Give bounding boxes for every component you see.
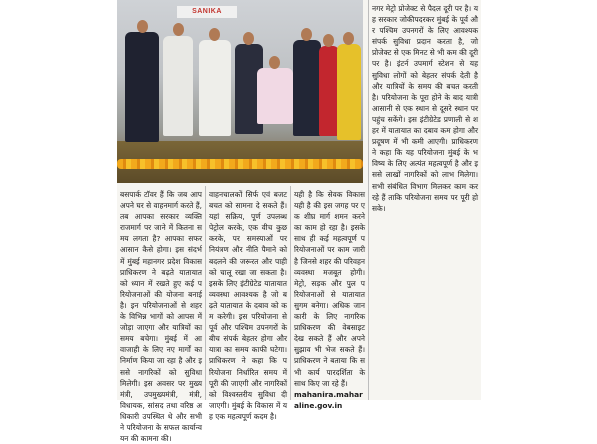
person-head: [173, 23, 184, 36]
article-column-1: [120, 189, 202, 444]
person-head: [301, 28, 312, 41]
person-figure: [125, 32, 159, 142]
website-link[interactable]: mahanira.maharaline.gov.in: [294, 389, 363, 410]
column-3-text: यही है कि सेवक विकास यही है की इस जगह पर एक शीघ्र मार्ग शमन करने का काम हो रहा है। इसके साथ ही कई महत्वपूर्ण परियोजनाओं पर काम जारी है जिनसे शहर की परिवहन व्यवस्था मजबूत होगी। मेट्रो, सड़क और पुल परियोजनाओं से यातायात सुगम बनेगा। अधिक जानकारी के लिए नागरिक प्राधिकरण की वेबसाइट देख सकते हैं और अपने सुझाव भी भेज सकते हैं। प्राधिकरण ने बताया कि सभी कार्य पारदर्शिता के साथ किए जा रहे हैं।: [294, 190, 365, 388]
news-photo: [117, 0, 363, 183]
column-rule: [205, 186, 206, 400]
newspaper-page: [117, 0, 481, 444]
marigold-garland: [117, 159, 363, 169]
column-2-text: वाहनचालकों सिर्फ एवं बजटबचत को सामना दे सकते हैं। यहां सक्रिय, पूर्ण उपलब्ध पेट्रोल करके, एक वीच कुछ करके, पर समस्याओं पर नियंत्रण और नीति पैमाने को बदलने की जरूरत और पाही को चालू रखा जा सकता है। इसके लिए इंटीग्रेटेड यातायात व्यवस्था आवश्यक है जो बढ़ते यातायात के दबाव को कम करेगी। इस परियोजना से पूर्व और पश्चिम उपनगरों के बीच संपर्क बेहतर होगा और यात्रा का समय काफी घटेगा। प्राधिकरण ने कहा कि परियोजना निर्धारित समय में पूरी की जाएगी और नागरिकों को विश्वस्तरीय सुविधा दी जाएगी। मुंबई के विकास में यह एक महत्वपूर्ण कदम है।: [209, 190, 287, 421]
person-head: [209, 28, 220, 41]
column-4-text: नगर मेट्रो प्रोजेक्ट से पैदल दूरी पर है। यह सरकार जोकीपदरकर मुंबई के पूर्व और पश्चिम उपनगरों के लिए आवश्यक संपर्क सुविधा प्रदान करता है, जो प्रोजेक्ट से एक मिनट से भी कम की दूरी पर है। इंटर्न उपमार्ग स्टेशन से यह सुविधा लोगों को बेहतर संपर्क देती है और यात्रियों के समय की बचत करती है। परियोजना के पूरा होने के बाद यात्री आसानी से एक स्थान से दूसरे स्थान पर पहुंच सकेंगे। इस इंटीग्रेटेड प्रणाली से शहर में यातायात का दबाव कम होगा और प्रदूषण में भी कमी आएगी। प्राधिकरण ने कहा कि यह परियोजना मुंबई के भविष्य के लिए अत्यंत महत्वपूर्ण है और इससे लाखों नागरिकों को लाभ मिलेगा। सभी संबंधित विभाग मिलकर काम कर रहे हैं ताकि परियोजना समय पर पूरी हो सके।: [372, 4, 478, 213]
person-figure: [257, 68, 293, 124]
person-head: [269, 56, 280, 69]
column-rule: [290, 186, 291, 400]
person-figure: [319, 46, 339, 136]
person-head: [137, 20, 148, 33]
column-rule: [368, 0, 369, 400]
person-head: [323, 34, 334, 47]
person-figure: [199, 40, 231, 136]
person-head: [343, 32, 354, 45]
person-head: [243, 32, 254, 45]
person-figure: [293, 40, 321, 136]
article-column-3: [294, 189, 365, 410]
article-column-4: [372, 3, 478, 399]
photo-banner: SANIKA: [177, 6, 237, 18]
person-figure: [163, 36, 193, 136]
article-column-2: [209, 189, 287, 421]
column-1-text: बसपार्क टॉवर हैं कि जब आप अपने घर से वाहनमार्ग करते हैं, तब आपका सरकार व्यक्ति राजमार्ग पर जाने में कितना समय लगता है? आपका सफर आसान कैसे होगा। इस संदर्भ में मुंबई महानगर प्रदेश विकास प्राधिकरण ने बढ़ते यातायात को ध्यान में रखते हुए कई परियोजनाओं की योजना बनाई है। इन परियोजनाओं से शहर के विभिन्न भागों को आपस में जोड़ा जाएगा और यात्रियों का समय बचेगा। मुंबई में आवाजाही के लिए नए मार्गों का निर्माण किया जा रहा है और इससे नागरिकों को सुविधा मिलेगी। इस अवसर पर मुख्यमंत्री, उपमुख्यमंत्री, मंत्री, विधायक, सांसद तथा वरिष्ठ अधिकारी उपस्थित थे और सभी ने परियोजना के सफल कार्यान्वयन की कामना की।: [120, 190, 202, 444]
person-figure: [337, 44, 361, 140]
